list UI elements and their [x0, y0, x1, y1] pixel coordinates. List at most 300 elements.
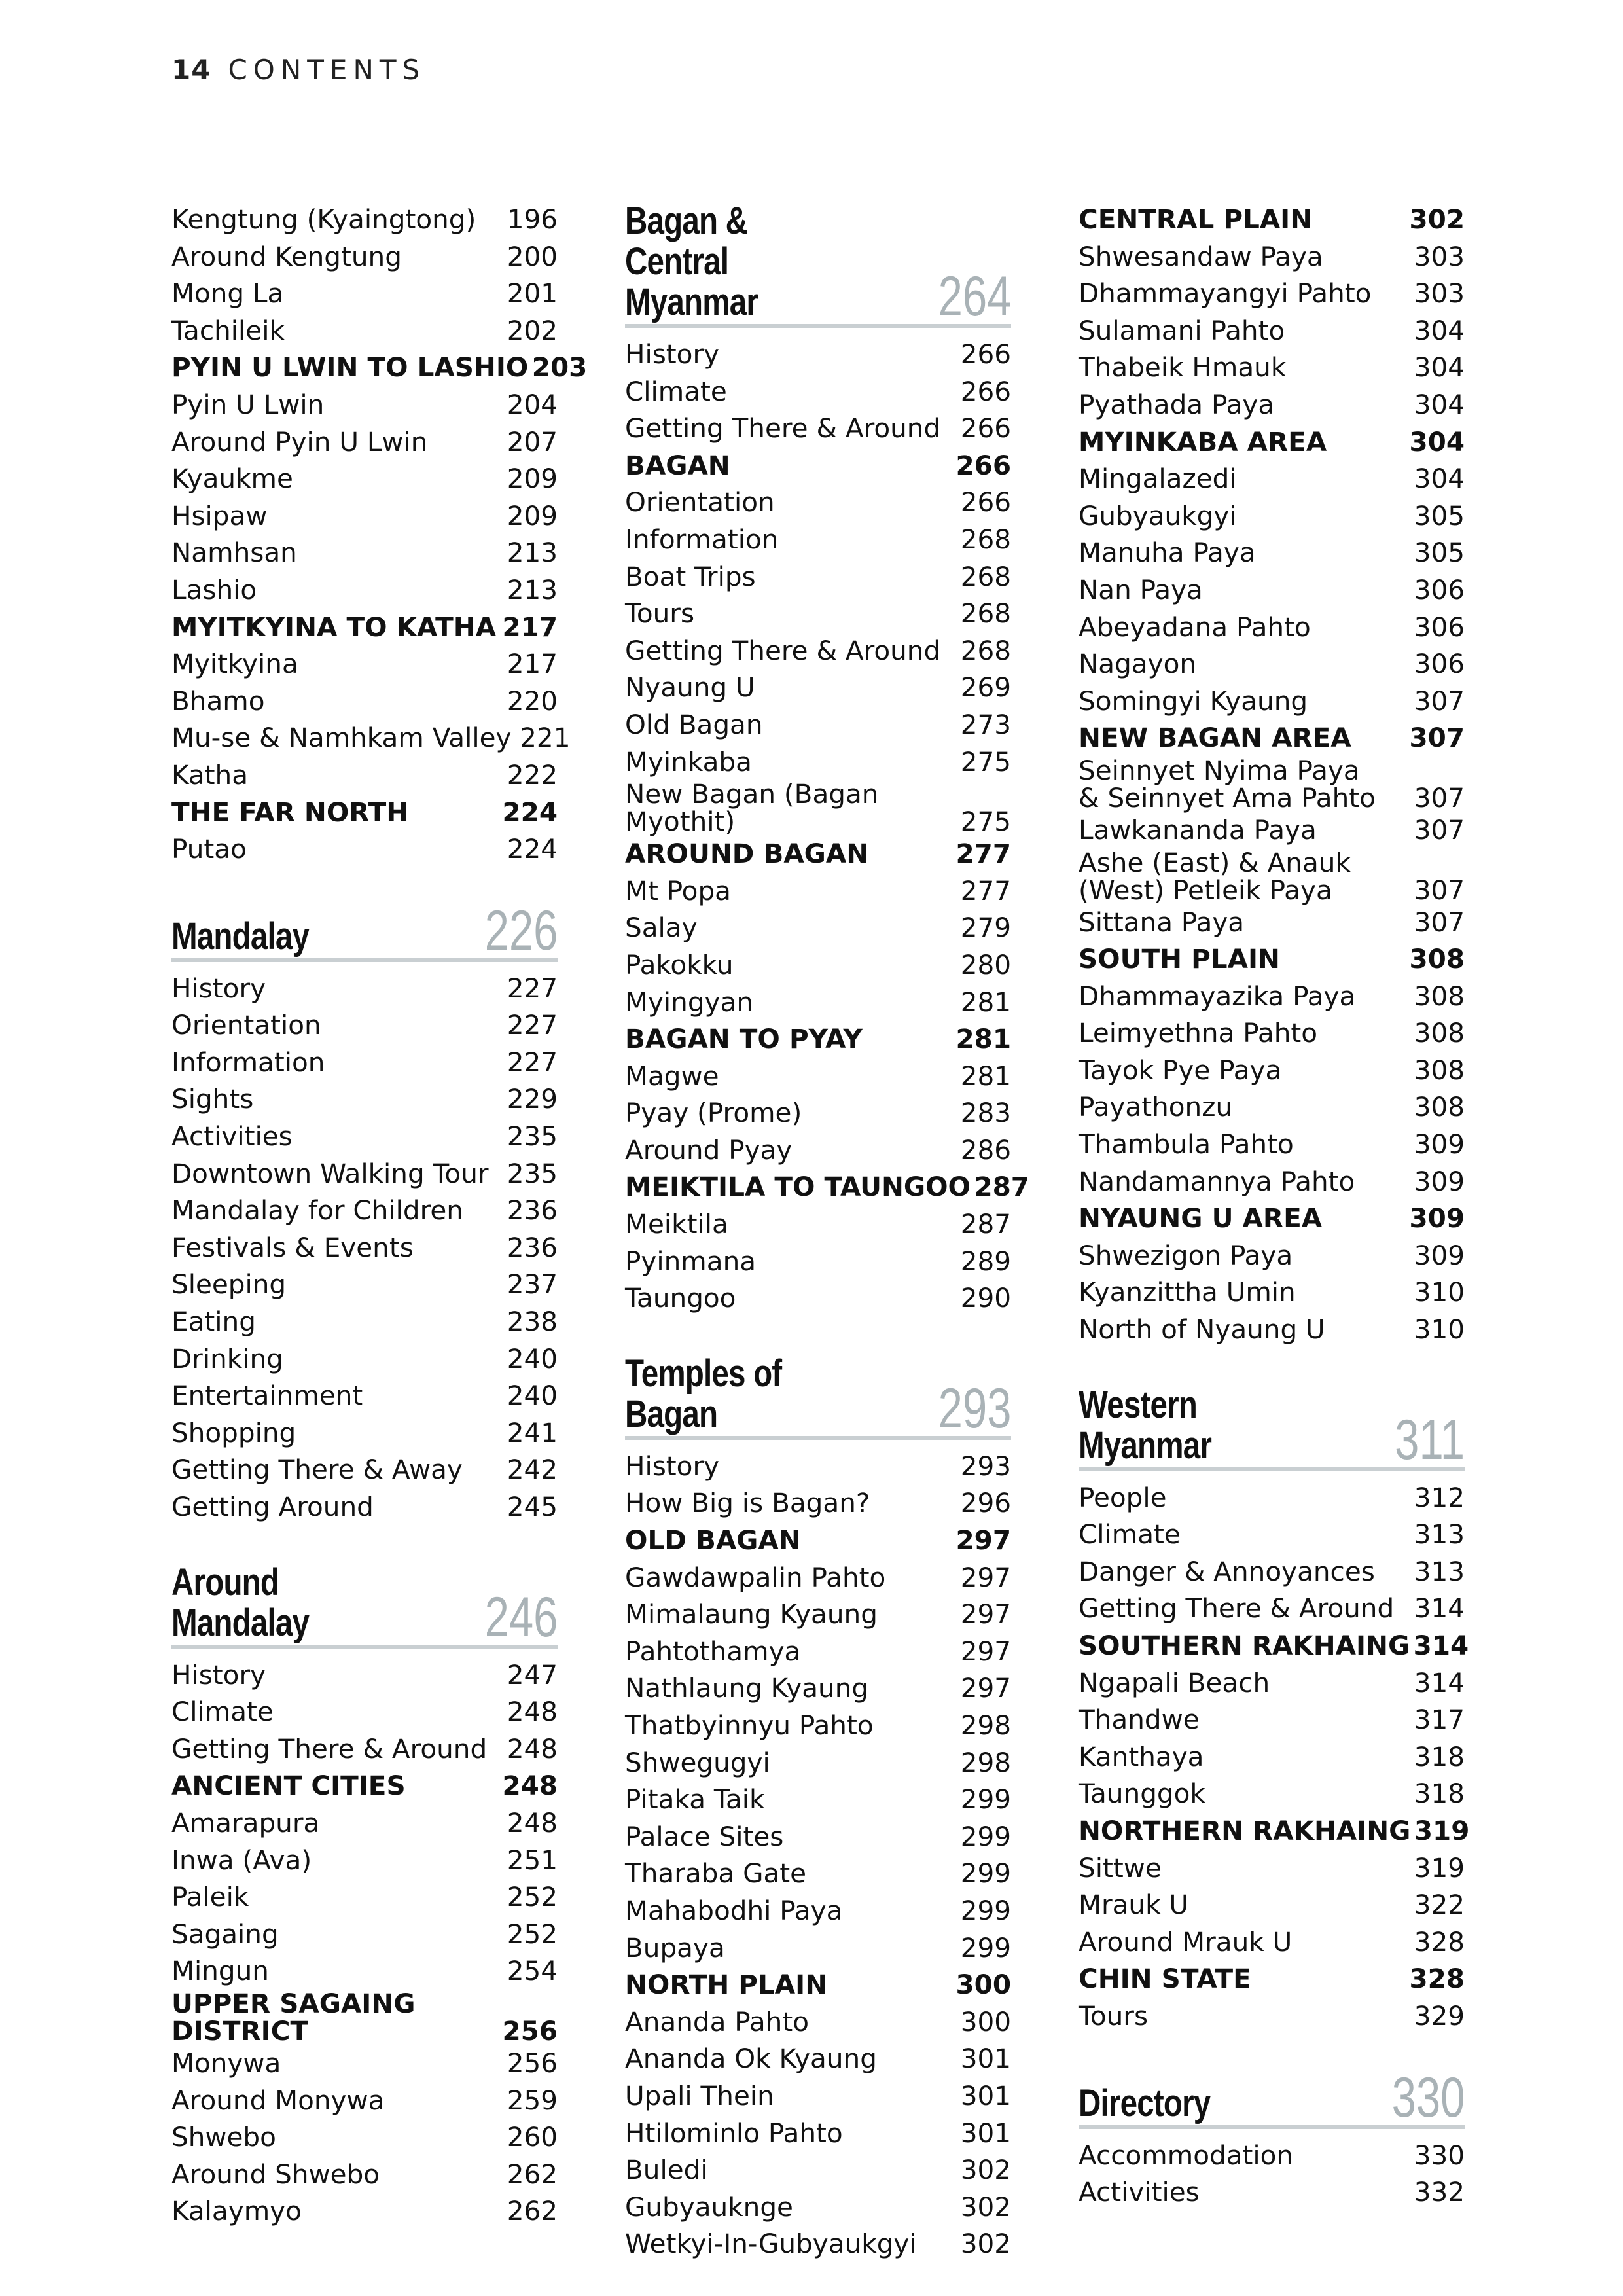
toc-entry[interactable] — [625, 1818, 1011, 1856]
toc-entry[interactable] — [1079, 1163, 1465, 1200]
chapter-title-line: Directory — [1079, 2081, 1211, 2125]
entry-page-number: 299 — [960, 1931, 1011, 1964]
entry-title: Shwezigon Paya — [1079, 1239, 1293, 1271]
toc-entry[interactable] — [1079, 2137, 1465, 2174]
entry-title: Tachileik — [171, 314, 285, 346]
entry-page-number: 309 — [1409, 1202, 1465, 1234]
entry-title: Dhammayazika Paya — [1079, 980, 1356, 1012]
entry-page-number: 281 — [960, 1060, 1011, 1092]
toc-entry[interactable] — [625, 1892, 1011, 1929]
toc-entry[interactable] — [625, 1448, 1011, 1485]
toc-entry[interactable] — [171, 2045, 558, 2082]
entry-title: Ananda Pahto — [625, 2005, 810, 2037]
toc-entry[interactable] — [625, 778, 1011, 838]
chapter-title-line: Mandalay — [171, 914, 310, 958]
toc-entry[interactable] — [171, 571, 558, 609]
chapter-heading[interactable] — [625, 201, 1011, 328]
entry-title: North of Nyaung U — [1079, 1314, 1325, 1346]
entry-title: Wetkyi-In-Gubyaukgyi — [625, 2228, 917, 2260]
entry-page-number: 200 — [507, 240, 558, 272]
toc-entry[interactable] — [625, 1596, 1011, 1633]
toc-entry[interactable] — [625, 1707, 1011, 1744]
chapter-title — [625, 1354, 865, 1435]
entry-title: Dhammayangyi Pahto — [1079, 278, 1372, 310]
toc-entry[interactable] — [625, 706, 1011, 744]
toc-entry[interactable] — [1079, 1237, 1465, 1274]
toc-entry[interactable] — [1079, 1553, 1465, 1590]
entry-title: Mahabodhi Paya — [625, 1894, 843, 1926]
chapter-title-line: Bagan & — [625, 200, 748, 242]
toc-entry[interactable] — [171, 497, 558, 535]
entry-title: Mingalazedi — [1079, 463, 1237, 495]
toc-entry[interactable] — [171, 1693, 558, 1731]
toc-entry[interactable] — [1079, 2174, 1465, 2211]
entry-page-number: 224 — [502, 796, 558, 828]
entry-page-number: 240 — [507, 1342, 558, 1374]
entry-title: Nagayon — [1079, 648, 1197, 680]
entry-title: Mandalay for Children — [171, 1194, 463, 1227]
entry-page-number: 302 — [960, 2228, 1011, 2260]
entry-page-number: 328 — [1409, 1963, 1465, 1995]
entry-title: Around Mrauk U — [1079, 1926, 1293, 1958]
toc-section-entry[interactable] — [171, 1987, 558, 2047]
entry-page-number: 301 — [960, 2043, 1011, 2075]
toc-entry[interactable] — [171, 1266, 558, 1303]
toc-section-entry[interactable] — [1079, 201, 1465, 238]
entry-page-number: 248 — [507, 1806, 558, 1839]
toc-entry[interactable] — [625, 1559, 1011, 1596]
entry-title: Getting There & Around — [1079, 1592, 1395, 1624]
entry-page-number: 252 — [507, 1918, 558, 1950]
entry-title: Sleeping — [171, 1268, 287, 1300]
entry-page-number: 266 — [960, 375, 1011, 407]
entry-title: Activities — [171, 1121, 293, 1153]
entry-page-number: 248 — [507, 1732, 558, 1765]
toc-entry[interactable] — [625, 909, 1011, 946]
chapter-heading[interactable] — [171, 1562, 558, 1649]
entry-title: Paleik — [171, 1881, 249, 1913]
toc-entry[interactable] — [1079, 1738, 1465, 1776]
toc-entry[interactable] — [1079, 1311, 1465, 1348]
entry-title: Myinkaba — [625, 745, 752, 778]
toc-entry[interactable] — [1079, 571, 1465, 609]
toc-entry[interactable] — [1079, 275, 1465, 312]
entry-title: Nathlaung Kyaung — [625, 1672, 869, 1704]
chapter-page-number: 311 — [1395, 1408, 1465, 1471]
toc-entry[interactable] — [625, 373, 1011, 410]
toc-entry[interactable] — [171, 1657, 558, 1694]
entry-page-number: 305 — [1414, 537, 1465, 569]
toc-entry[interactable] — [171, 275, 558, 312]
toc-entry[interactable] — [625, 558, 1011, 596]
entry-title: Katha — [171, 759, 249, 791]
toc-entry[interactable] — [171, 1081, 558, 1118]
entry-title: Pitaka Taik — [625, 1784, 765, 1816]
chapter-title-line: Around Mandalay — [171, 1560, 310, 1644]
toc-entry[interactable] — [625, 2115, 1011, 2152]
entry-title: Monywa — [171, 2047, 281, 2079]
entry-page-number: 302 — [960, 2154, 1011, 2186]
entry-page-number: 318 — [1414, 1740, 1465, 1772]
entry-page-number: 307 — [1414, 814, 1465, 846]
toc-entry[interactable] — [625, 2003, 1011, 2041]
toc-entry[interactable] — [625, 872, 1011, 910]
toc-entry[interactable] — [171, 719, 571, 757]
chapter-title — [171, 916, 309, 957]
entry-title: NORTH PLAIN — [625, 1969, 828, 2001]
entry-page-number: 303 — [1414, 240, 1465, 272]
entry-page-number: 322 — [1414, 1889, 1465, 1921]
toc-entry[interactable] — [171, 1842, 558, 1879]
toc-entry[interactable] — [1079, 1850, 1465, 1887]
chapter-page-number: 293 — [938, 1376, 1011, 1440]
toc-entry[interactable] — [171, 423, 558, 461]
entry-title: Myitkyina — [171, 648, 298, 680]
entry-title: Pyathada Paya — [1079, 388, 1275, 420]
entry-page-number: 275 — [960, 806, 1011, 838]
toc-entry[interactable] — [625, 744, 1011, 781]
toc-entry[interactable] — [625, 2189, 1011, 2226]
toc-entry[interactable] — [1079, 846, 1465, 906]
entry-page-number: 242 — [507, 1454, 558, 1486]
toc-entry[interactable] — [171, 1155, 558, 1193]
toc-entry[interactable] — [625, 1243, 1011, 1280]
entry-title: Mong La — [171, 278, 284, 310]
toc-entry[interactable] — [171, 1340, 558, 1378]
entry-page-number: 317 — [1414, 1704, 1465, 1736]
toc-entry[interactable] — [625, 521, 1011, 558]
toc-entry[interactable] — [625, 1206, 1011, 1243]
entry-title: Mrauk U — [1079, 1889, 1189, 1921]
entry-title: Thatbyinnyu Pahto — [625, 1710, 874, 1741]
toc-entry[interactable] — [625, 984, 1011, 1021]
toc-section-entry[interactable] — [1079, 1960, 1465, 1998]
toc-entry[interactable] — [625, 1484, 1011, 1522]
entry-title: Information — [625, 523, 779, 555]
toc-entry[interactable] — [625, 1633, 1011, 1670]
chapter-heading[interactable] — [1079, 1385, 1465, 1471]
toc-entry[interactable] — [1079, 497, 1465, 535]
entry-page-number: 203 — [531, 351, 588, 384]
entry-page-number: 207 — [507, 425, 558, 457]
toc-section-entry[interactable] — [625, 1966, 1011, 2003]
entry-title: Somingyi Kyaung — [1079, 685, 1308, 717]
toc-entry[interactable] — [1079, 754, 1465, 814]
toc-entry[interactable] — [171, 1377, 558, 1414]
entry-page-number: 287 — [960, 1208, 1011, 1240]
toc-entry[interactable] — [171, 312, 558, 350]
toc-section-entry[interactable] — [171, 609, 558, 646]
toc-entry[interactable] — [171, 1952, 558, 1990]
toc-entry[interactable] — [1079, 1701, 1465, 1738]
entry-title: Kyaukme — [171, 463, 293, 495]
toc-entry[interactable] — [1079, 683, 1465, 720]
entry-title: Meiktila — [625, 1208, 728, 1240]
toc-section-entry[interactable] — [625, 1522, 1011, 1559]
chapter-heading[interactable] — [625, 1354, 1011, 1440]
toc-entry[interactable] — [625, 484, 1011, 521]
toc-section-entry[interactable] — [1079, 1627, 1469, 1664]
toc-section-entry[interactable] — [1079, 941, 1465, 978]
toc-entry[interactable] — [625, 669, 1011, 706]
toc-entry[interactable] — [171, 238, 558, 276]
toc-entry[interactable] — [171, 831, 558, 868]
toc-entry[interactable] — [1079, 1886, 1465, 1924]
entry-title: MYINKABA AREA — [1079, 425, 1327, 457]
toc-entry[interactable] — [625, 2151, 1011, 2189]
entry-page-number: 283 — [960, 1097, 1011, 1129]
entry-title: History — [625, 1450, 720, 1482]
toc-entry[interactable] — [625, 410, 1011, 447]
toc-entry[interactable] — [171, 1303, 558, 1340]
toc-section-entry[interactable] — [625, 1168, 1029, 1206]
entry-page-number: 308 — [1414, 1017, 1465, 1049]
toc-entry[interactable] — [1079, 1998, 1465, 2035]
toc-entry[interactable] — [625, 1058, 1011, 1095]
entry-page-number: 307 — [1409, 722, 1465, 754]
entry-page-number: 314 — [1414, 1666, 1465, 1698]
toc-entry[interactable] — [1079, 904, 1465, 941]
entry-page-number: 268 — [960, 560, 1011, 592]
entry-page-number: 275 — [960, 745, 1011, 778]
toc-entry[interactable] — [1079, 460, 1465, 497]
entry-title: THE FAR NORTH — [171, 796, 409, 828]
entry-title: SOUTH PLAIN — [1079, 943, 1280, 975]
toc-entry[interactable] — [625, 632, 1011, 670]
entry-title: Orientation — [625, 486, 775, 518]
entry-page-number: 268 — [960, 598, 1011, 630]
toc-section-entry[interactable] — [171, 349, 588, 386]
toc-entry[interactable] — [1079, 238, 1465, 276]
toc-section-entry[interactable] — [625, 835, 1011, 872]
toc-column-1 — [171, 201, 588, 2230]
entry-page-number: 299 — [960, 1820, 1011, 1852]
toc-entry[interactable] — [1079, 1014, 1465, 1052]
entry-title: NORTHERN RAKHAING — [1079, 1814, 1411, 1846]
entry-title: Tours — [625, 598, 695, 630]
toc-entry[interactable] — [625, 2225, 1011, 2263]
toc-section-entry[interactable] — [1079, 719, 1465, 757]
toc-entry[interactable] — [625, 1094, 1011, 1132]
toc-entry[interactable] — [625, 1855, 1011, 1892]
toc-section-entry[interactable] — [1079, 1812, 1470, 1850]
toc-entry[interactable] — [1079, 1590, 1465, 1627]
entry-page-number: 269 — [960, 672, 1011, 704]
toc-entry[interactable] — [625, 1670, 1011, 1707]
toc-entry[interactable] — [625, 1132, 1011, 1169]
entry-title: Magwe — [625, 1060, 719, 1092]
entry-title: Inwa (Ava) — [171, 1844, 312, 1876]
entry-title: AROUND BAGAN — [625, 838, 869, 870]
toc-entry[interactable] — [1079, 1775, 1465, 1812]
toc-entry[interactable] — [171, 970, 558, 1007]
entry-title: Seinnyet Nyima Paya & Seinnyet Ama Pahto — [1079, 754, 1376, 814]
entry-title: Around Pyin U Lwin — [171, 425, 428, 457]
toc-entry[interactable] — [625, 336, 1011, 373]
entry-page-number: 304 — [1414, 463, 1465, 495]
chapter-title-line: Central Myanmar — [625, 240, 758, 323]
entry-title: Ananda Ok Kyaung — [625, 2043, 877, 2075]
toc-section-entry[interactable] — [1079, 423, 1465, 461]
entry-page-number: 260 — [507, 2121, 558, 2153]
entry-page-number: 254 — [507, 1955, 558, 1987]
entry-page-number: 308 — [1414, 1054, 1465, 1086]
toc-entry[interactable] — [171, 2156, 558, 2193]
toc-entry[interactable] — [171, 1804, 558, 1842]
entry-page-number: 307 — [1414, 685, 1465, 717]
toc-entry[interactable] — [1079, 534, 1465, 571]
toc-entry[interactable] — [171, 1878, 558, 1916]
toc-entry[interactable] — [171, 683, 558, 720]
entry-page-number: 313 — [1414, 1518, 1465, 1551]
toc-entry[interactable] — [1079, 349, 1465, 386]
entry-title: CENTRAL PLAIN — [1079, 204, 1313, 235]
entry-page-number: 304 — [1409, 425, 1465, 457]
entry-title: Leimyethna Pahto — [1079, 1017, 1318, 1049]
toc-entry[interactable] — [625, 1781, 1011, 1818]
entry-page-number: 307 — [1414, 874, 1465, 906]
toc-entry[interactable] — [171, 386, 558, 423]
entry-page-number: 297 — [960, 1635, 1011, 1667]
toc-entry[interactable] — [625, 595, 1011, 632]
entry-page-number: 220 — [507, 685, 558, 717]
entry-page-number: 289 — [960, 1245, 1011, 1277]
toc-entry[interactable] — [171, 1414, 558, 1452]
entry-page-number: 238 — [507, 1306, 558, 1338]
entry-title: History — [171, 972, 266, 1004]
entry-title: Tharaba Gate — [625, 1857, 807, 1890]
toc-entry[interactable] — [171, 1044, 558, 1081]
toc-entry[interactable] — [625, 946, 1011, 984]
toc-entry[interactable] — [171, 1007, 558, 1044]
toc-entry[interactable] — [171, 1916, 558, 1953]
toc-section-entry[interactable] — [171, 1767, 558, 1804]
toc-entry[interactable] — [171, 1192, 558, 1229]
entry-title: BAGAN — [625, 449, 730, 481]
entry-title: Amarapura — [171, 1806, 320, 1839]
entry-title: Shwebo — [171, 2121, 276, 2153]
entry-page-number: 196 — [507, 204, 558, 235]
entry-title: ANCIENT CITIES — [171, 1770, 406, 1802]
entry-page-number: 235 — [507, 1157, 558, 1189]
toc-entry[interactable] — [625, 2040, 1011, 2077]
entry-title: Thandwe — [1079, 1704, 1200, 1736]
entry-title: Around Monywa — [171, 2084, 385, 2116]
entry-title: Getting Around — [171, 1491, 374, 1522]
entry-page-number: 297 — [960, 1598, 1011, 1630]
entry-page-number: 221 — [520, 722, 571, 754]
entry-title: Getting There & Around — [625, 412, 941, 444]
toc-entry[interactable] — [625, 2077, 1011, 2115]
entry-page-number: 266 — [955, 449, 1011, 481]
toc-entry[interactable] — [1079, 812, 1465, 849]
toc-entry[interactable] — [625, 1280, 1011, 1317]
entry-title: UPPER SAGAING DISTRICT — [171, 1987, 416, 2047]
entry-title: Kyanzittha Umin — [1079, 1276, 1296, 1308]
entry-page-number: 286 — [960, 1134, 1011, 1166]
entry-title: Pahtothamya — [625, 1635, 801, 1667]
entry-title: People — [1079, 1481, 1167, 1513]
entry-page-number: 290 — [960, 1282, 1011, 1314]
toc-entry[interactable] — [171, 1451, 558, 1488]
toc-entry[interactable] — [171, 645, 558, 683]
entry-title: SOUTHERN RAKHAING — [1079, 1630, 1410, 1661]
toc-entry[interactable] — [171, 1229, 558, 1266]
toc-entry[interactable] — [171, 1488, 558, 1526]
entry-page-number: 266 — [960, 338, 1011, 370]
entry-title: Around Kengtung — [171, 240, 402, 272]
entry-title: Getting There & Away — [171, 1454, 463, 1486]
chapter-page-number: 226 — [484, 899, 558, 962]
entry-page-number: 281 — [955, 1023, 1011, 1055]
entry-page-number: 227 — [507, 1046, 558, 1078]
toc-entry[interactable] — [1079, 1664, 1465, 1702]
entry-title: OLD BAGAN — [625, 1524, 801, 1556]
toc-entry[interactable] — [171, 201, 558, 238]
toc-entry[interactable] — [1079, 978, 1465, 1015]
toc-entry[interactable] — [171, 2119, 558, 2156]
toc-entry[interactable] — [1079, 1924, 1465, 1961]
toc-entry[interactable] — [1079, 1274, 1465, 1311]
toc-entry[interactable] — [171, 1118, 558, 1155]
entry-page-number: 279 — [960, 912, 1011, 944]
entry-title: Old Bagan — [625, 708, 763, 740]
toc-section-entry[interactable] — [1079, 1200, 1465, 1237]
entry-title: Shopping — [171, 1416, 296, 1448]
toc-entry[interactable] — [171, 757, 558, 794]
toc-section-entry[interactable] — [625, 1020, 1011, 1058]
toc-entry[interactable] — [171, 2193, 558, 2230]
entry-page-number: 268 — [960, 523, 1011, 555]
toc-entry[interactable] — [1079, 386, 1465, 423]
chapter-title-line: Western Myanmar — [1079, 1383, 1212, 1467]
entry-title: Salay — [625, 912, 698, 944]
entry-page-number: 305 — [1414, 499, 1465, 531]
toc-entry[interactable] — [1079, 1052, 1465, 1089]
toc-section-entry[interactable] — [625, 447, 1011, 484]
entry-title: Getting There & Around — [171, 1732, 488, 1765]
toc-entry[interactable] — [625, 1744, 1011, 1782]
toc-entry[interactable] — [625, 1929, 1011, 1967]
toc-entry[interactable] — [1079, 312, 1465, 350]
page-number: 14 — [171, 54, 211, 86]
toc-entry[interactable] — [171, 2082, 558, 2119]
toc-entry[interactable] — [171, 1731, 558, 1768]
entry-title: Myingyan — [625, 986, 753, 1018]
entry-page-number: 306 — [1414, 648, 1465, 680]
entry-title: Pyin U Lwin — [171, 388, 325, 420]
toc-entry[interactable] — [171, 534, 558, 571]
chapter-heading[interactable] — [1079, 2066, 1465, 2129]
chapter-heading[interactable] — [171, 899, 558, 962]
entry-page-number: 201 — [507, 278, 558, 310]
entry-title: NEW BAGAN AREA — [1079, 722, 1351, 754]
toc-entry[interactable] — [1079, 1126, 1465, 1163]
toc-entry[interactable] — [1079, 609, 1465, 646]
toc-section-entry[interactable] — [171, 794, 558, 831]
entry-title: Orientation — [171, 1009, 321, 1041]
entry-page-number: 301 — [960, 2079, 1011, 2111]
toc-entry[interactable] — [1079, 1516, 1465, 1553]
toc-entry[interactable] — [1079, 1479, 1465, 1516]
toc-entry[interactable] — [171, 460, 558, 497]
toc-entry[interactable] — [1079, 1088, 1465, 1126]
toc-entry[interactable] — [1079, 645, 1465, 683]
entry-title: Entertainment — [171, 1380, 363, 1412]
entry-page-number: 229 — [507, 1083, 558, 1115]
entry-page-number: 217 — [507, 648, 558, 680]
entry-page-number: 310 — [1414, 1314, 1465, 1346]
